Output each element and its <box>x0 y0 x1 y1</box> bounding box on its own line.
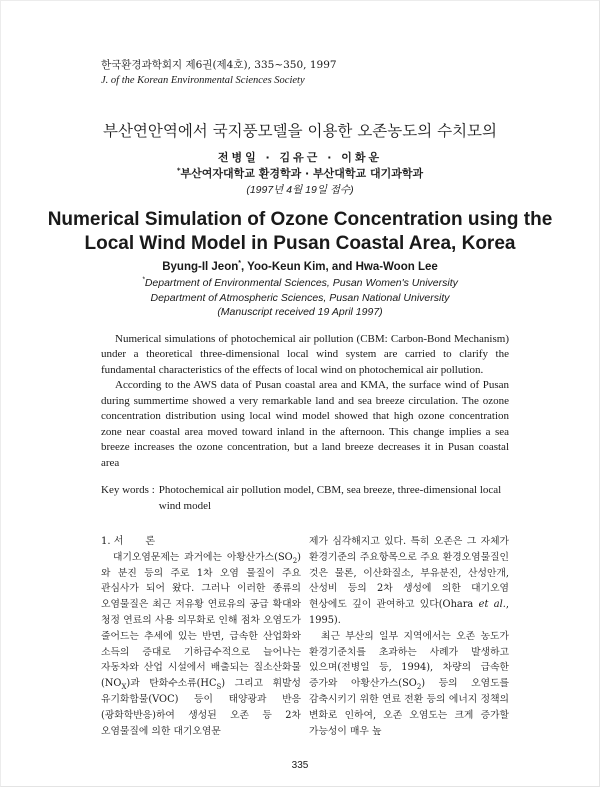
korean-received-date: (1997년 4월 19일 접수) <box>246 184 354 196</box>
abstract <box>101 332 509 472</box>
text-run: , 1995). <box>309 599 509 626</box>
text-run: 최근 부산의 일부 지역에서는 오존 농도가 환경기준치를 초과하는 사례가 발생하고 있으며(전병일 등, 1994), 차량의 급속한 증가와 아황산가스(SO <box>309 630 509 690</box>
subscript: 2 <box>416 683 422 692</box>
journal-citation: 한국환경과학회지 제6권(제4호), 335~350, 1997 <box>101 59 337 71</box>
affiliation-marker-en: * <box>142 276 145 284</box>
section-title-end: 론 <box>145 536 156 547</box>
text-run: )와 분진 등의 주로 1차 오염 물질이 주요 관심사가 되어 왔다. 그러나 이러한 종류의 오염물질은 최근 저유황 연료유의 공급 확대와 청정 연료의 사용 의무화로 인해 점차 오염도가 줄어드는 추세에 있는 반면, 급속한 산업화와 소득의 증대로 기하급수적으로 늘어나는 자동차와 산업 시설에서 배출되는 질소산화물(NO <box>101 551 301 690</box>
text-run: 대기오염문제는 과거에는 아황산가스(SO <box>113 551 293 563</box>
english-authors <box>0 259 600 275</box>
body-left-column <box>101 534 301 739</box>
korean-affiliations-text: 부산여자대학교 환경학과 · 부산대학교 대기과학과 <box>180 167 424 180</box>
journal-name: J. of the Korean Environmental Sciences Society <box>101 75 305 86</box>
text-run: ) 그리고 휘발성 유기화합물(VOC) 등이 태양광과 반응(광화학반응)하여 생성된 오존 등 2차 오염물질에 의한 대기오염문 <box>101 678 301 737</box>
manuscript-received: (Manuscript received 19 April 1997) <box>217 306 383 318</box>
affiliation-1: Department of Environmental Sciences, Pusan Women's University <box>144 277 458 289</box>
page-number: 335 <box>291 760 309 772</box>
author-marker: * <box>238 260 241 268</box>
english-affiliations <box>0 276 600 320</box>
journal-header <box>101 58 509 88</box>
text-run: 제가 심각해지고 있다. 특히 오존은 그 자체가 환경기준의 주요항목으로 주요 환경오염물질인 것은 물론, 이산화질소, 부유분진, 산성안개, 산성비 등의 2차 생성에 의한 대기오염 현상에도 깊이 관여하고 있다(Ohara <box>309 536 509 611</box>
italic-text: et al. <box>478 599 506 611</box>
subscript: S <box>216 683 222 692</box>
text-run: ) 등의 오염도를 감축시키기 위한 연료 전환 등의 에너지 정책의 변화로 인하여, 오존 오염도는 크게 증가할 가능성이 매우 높 <box>309 678 509 737</box>
affiliation-2: Department of Atmospheric Sciences, Pusan National University <box>150 291 450 304</box>
body-columns <box>101 534 509 739</box>
korean-authors-text: 전병일 · 김유근 · 이화운 <box>217 151 383 164</box>
english-title <box>0 208 600 256</box>
english-title-line2: Local Wind Model in Pusan Coastal Area, Korea <box>84 233 516 254</box>
abstract-paragraph: Numerical simulations of photochemical air pollution (CBM: Carbon-Bond Mechanism) under a theoretical three-dimensional local wind system are carried to clarify the fundamental characteristics of the effects of local wind on photochemical air pollution. <box>101 332 509 376</box>
body-paragraph <box>309 629 509 740</box>
korean-authors <box>0 150 600 166</box>
authors-rest: , Yoo-Keun Kim, and Hwa-Woon Lee <box>240 261 438 273</box>
author-jeon: Byung-Il Jeon <box>162 261 239 273</box>
keywords-text: Photochemical air pollution model, CBM, sea breeze, three-dimensional local wind model <box>158 484 502 512</box>
body-paragraph <box>309 534 509 629</box>
subscript: 2 <box>292 556 298 565</box>
affiliation-marker: * <box>176 166 181 175</box>
korean-affiliations <box>0 166 600 182</box>
section-heading <box>101 534 301 550</box>
body-right-column <box>309 534 509 739</box>
keywords <box>101 483 509 514</box>
english-title-line1: Numerical Simulation of Ozone Concentration using the <box>47 209 553 230</box>
korean-title: 부산연안역에서 국지풍모델을 이용한 오존농도의 수치모의 <box>102 122 498 140</box>
subscript: X <box>121 683 127 692</box>
body-paragraph <box>101 550 301 740</box>
keywords-label: Key words : <box>101 484 155 496</box>
text-run: )과 탄화수소류(HC <box>126 678 217 690</box>
section-number: 1. 서 <box>101 536 124 547</box>
abstract-paragraph: According to the AWS data of Pusan coastal area and KMA, the surface wind of Pusan during summertime showed a very remarkable land and sea breeze circulation. The ozone concentration distribution using local wind model showed that high ozone concentration zone near coastal area moved toward inland in the afternoon. This change implies a sea breeze increases the ozone concentration, but a land breeze decreases it in Pusan coastal area <box>101 379 509 469</box>
